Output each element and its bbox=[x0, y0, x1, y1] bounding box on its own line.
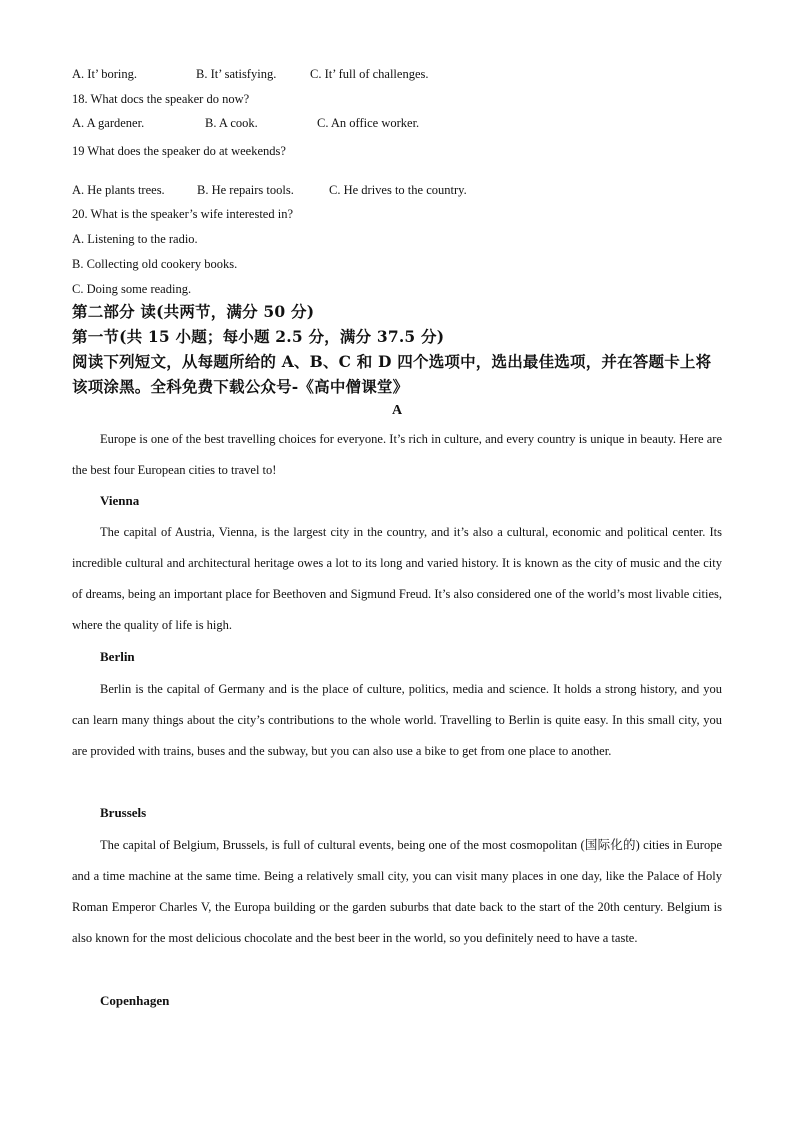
q19-option-c: C. He drives to the country. bbox=[329, 183, 467, 197]
q19-option-b: B. He repairs tools. bbox=[197, 183, 294, 197]
q18-question: 18. What docs the speaker do now? bbox=[72, 92, 250, 106]
q19-option-a: A. He plants trees. bbox=[72, 183, 165, 197]
q20-question: 20. What is the speaker’s wife interested in? bbox=[72, 207, 293, 221]
instruction-line-1: 阅读下列短文，从每题所给的 A、B、C 和 D 四个选项中，选出最佳选项，并在答题卡上将 bbox=[72, 352, 712, 371]
city-text-vienna: The capital of Austria, Vienna, is the largest city in the country, and it’s also a cultural, economic and political center. Its incredible cultural and architectural heritage owes a lot to its long and varied history. It is known as the city of music and the city of dreams, being an important place for Beethoven and Sigmund Freud. It’s also considered one of the world’s most livable cities, where the quality of life is high. bbox=[72, 525, 722, 632]
city-text-berlin: Berlin is the capital of Germany and is the place of culture, politics, media and science. It holds a strong history, and you can learn many things about the city’s contributions to the whole world. Travelling to Berlin is quite easy. In this small city, you are provided with trains, buses and the subway, but you can also use a bike to get from one place to another. bbox=[72, 682, 722, 758]
q20-option-b: B. Collecting old cookery books. bbox=[72, 257, 238, 271]
city-heading-vienna: Vienna bbox=[100, 493, 140, 508]
passage-label: A bbox=[391, 403, 403, 418]
q17-option-a: A. It’ boring. bbox=[72, 67, 138, 81]
city-text-brussels: The capital of Belgium, Brussels, is full of cultural events, being one of the most cosmopolitan (国际化的) cities in Europe and a time machine at the same time. Being a relatively small city, you can visit many places in one day, like the Palace of Holy Roman Emperor Charles V, the Europa building or the garden suburbs that date back to the start of the 20th century. Belgium is also known for the most delicious chocolate and the best beer in the world, so you definitely need to have a taste. bbox=[72, 838, 722, 945]
q18-option-a: A. A gardener. bbox=[72, 116, 145, 130]
part-title: 第二部分 读(共两节，满分 50 分) bbox=[72, 302, 315, 321]
section-title: 第一节(共 15 小题；每小题 2.5 分，满分 37.5 分) bbox=[72, 327, 445, 346]
city-heading-berlin: Berlin bbox=[100, 649, 135, 664]
q17-option-c: C. It’ full of challenges. bbox=[310, 67, 429, 81]
q18-options bbox=[72, 115, 419, 131]
q17-options bbox=[72, 66, 428, 82]
q17-option-b: B. It’ satisfying. bbox=[196, 67, 277, 81]
q20-option-a: A. Listening to the radio. bbox=[72, 232, 198, 246]
q19-options bbox=[72, 182, 467, 198]
city-heading-brussels: Brussels bbox=[100, 805, 147, 820]
q19-question: 19 What does the speaker do at weekends? bbox=[72, 144, 286, 158]
q20-option-c: C. Doing some reading. bbox=[72, 282, 192, 296]
q18-option-c: C. An office worker. bbox=[317, 116, 420, 130]
city-heading-copenhagen: Copenhagen bbox=[100, 993, 170, 1008]
instruction-line-2: 该项涂黑。全科免费下载公众号-《高中僧课堂》 bbox=[72, 377, 409, 396]
q18-option-b: B. A cook. bbox=[205, 116, 258, 130]
passage-intro: Europe is one of the best travelling choices for everyone. It’s rich in culture, and every country is unique in beauty. Here are the best four European cities to travel to! bbox=[72, 432, 722, 477]
